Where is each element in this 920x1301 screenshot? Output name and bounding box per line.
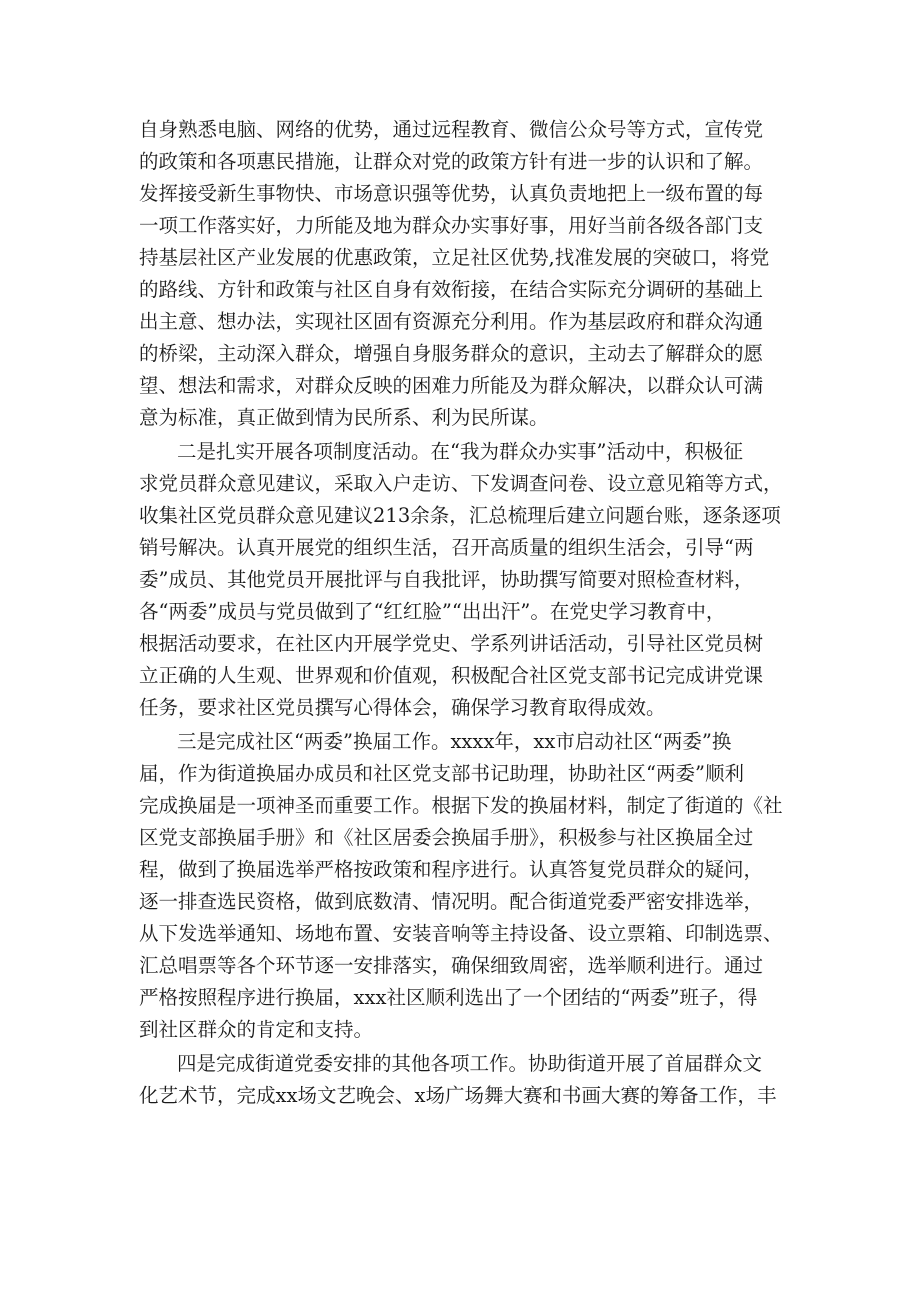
text-line: 的政策和各项惠民措施，让群众对党的政策方针有进一步的认识和了解。 xyxy=(139,150,764,173)
paragraph xyxy=(139,1048,785,1112)
text-line: 汇总唱票等各个环节逐一安排落实，确保细致周密，选举顺利进行。通过 xyxy=(139,954,764,977)
text-line: 根据活动要求，在社区内开展学党史、学系列讲话活动，引导社区党员树 xyxy=(139,632,764,655)
text-line: 立正确的人生观、世界观和价值观，积极配合社区党支部书记完成讲党课 xyxy=(139,664,764,687)
text-line: 三是完成社区“两委”换届工作。xxxx年，xx市启动社区“两委”换 xyxy=(177,730,732,753)
paragraph xyxy=(139,114,785,434)
text-line: 二是扎实开展各项制度活动。在“我为群众办实事”活动中，积极征 xyxy=(177,440,743,463)
text-line: 严格按照程序进行换届，xxx社区顺利选出了一个团结的“两委”班子，得 xyxy=(139,986,758,1009)
text-line: 各“两委”成员与党员做到了“红红脸”“出出汗”。在党史学习教育中， xyxy=(139,600,726,623)
text-line: 自身熟悉电脑、网络的优势，通过远程教育、微信公众号等方式，宣传党 xyxy=(139,118,764,141)
text-line: 持基层社区产业发展的优惠政策，立足社区优势,找准发展的突破口，将党 xyxy=(139,246,770,269)
text-line: 委”成员、其他党员开展批评与自我批评，协助撰写简要对照检查材料， xyxy=(139,568,754,591)
text-line: 完成换届是一项神圣而重要工作。根据下发的换届材料，制定了街道的《社 xyxy=(139,794,783,817)
text-line: 化艺术节，完成xx场文艺晚会、x场广场舞大赛和书画大赛的筹备工作，丰 xyxy=(139,1084,777,1107)
text-line: 求党员群众意见建议，采取入户走访、下发调查问卷、设立意见箱等方式， xyxy=(139,472,783,495)
text-line: 到社区群众的肯定和支持。 xyxy=(139,1018,374,1041)
document-body xyxy=(139,114,785,1112)
text-line: 销号解决。认真开展党的组织生活，召开高质量的组织生活会，引导“两 xyxy=(139,536,754,559)
text-line: 意为标准，真正做到情为民所系、利为民所谋。 xyxy=(139,406,549,429)
text-line: 出主意、想办法，实现社区固有资源充分利用。作为基层政府和群众沟通 xyxy=(139,310,764,333)
text-line: 的桥梁，主动深入群众，增强自身服务群众的意识，主动去了解群众的愿 xyxy=(139,342,764,365)
text-line: 一项工作落实好，力所能及地为群众办实事好事，用好当前各级各部门支 xyxy=(139,214,764,237)
text-line: 收集社区党员群众意见建议213余条，汇总梳理后建立问题台账，逐条逐项 xyxy=(139,504,781,527)
text-line: 逐一排查选民资格，做到底数清、情况明。配合街道党委严密安排选举， xyxy=(139,890,764,913)
text-line: 发挥接受新生事物快、市场意识强等优势，认真负责地把上一级布置的每 xyxy=(139,182,764,205)
text-line: 从下发选举通知、场地布置、安装音响等主持设备、设立票箱、印制选票、 xyxy=(139,922,783,945)
text-line: 的路线、方针和政策与社区自身有效衔接，在结合实际充分调研的基础上 xyxy=(139,278,764,301)
text-line: 区党支部换届手册》和《社区居委会换届手册》，积极参与社区换届全过 xyxy=(139,826,754,849)
text-line: 任务，要求社区党员撰写心得体会，确保学习教育取得成效。 xyxy=(139,696,666,719)
text-line: 届，作为街道换届办成员和社区党支部书记助理，协助社区“两委”顺利 xyxy=(139,762,744,785)
text-line: 四是完成街道党委安排的其他各项工作。协助街道开展了首届群众文 xyxy=(177,1052,763,1075)
paragraph xyxy=(139,436,785,724)
paragraph xyxy=(139,726,785,1046)
text-line: 望、想法和需求，对群众反映的困难力所能及为群众解决，以群众认可满 xyxy=(139,374,764,397)
text-line: 程，做到了换届选举严格按政策和程序进行。认真答复党员群众的疑问， xyxy=(139,858,764,881)
